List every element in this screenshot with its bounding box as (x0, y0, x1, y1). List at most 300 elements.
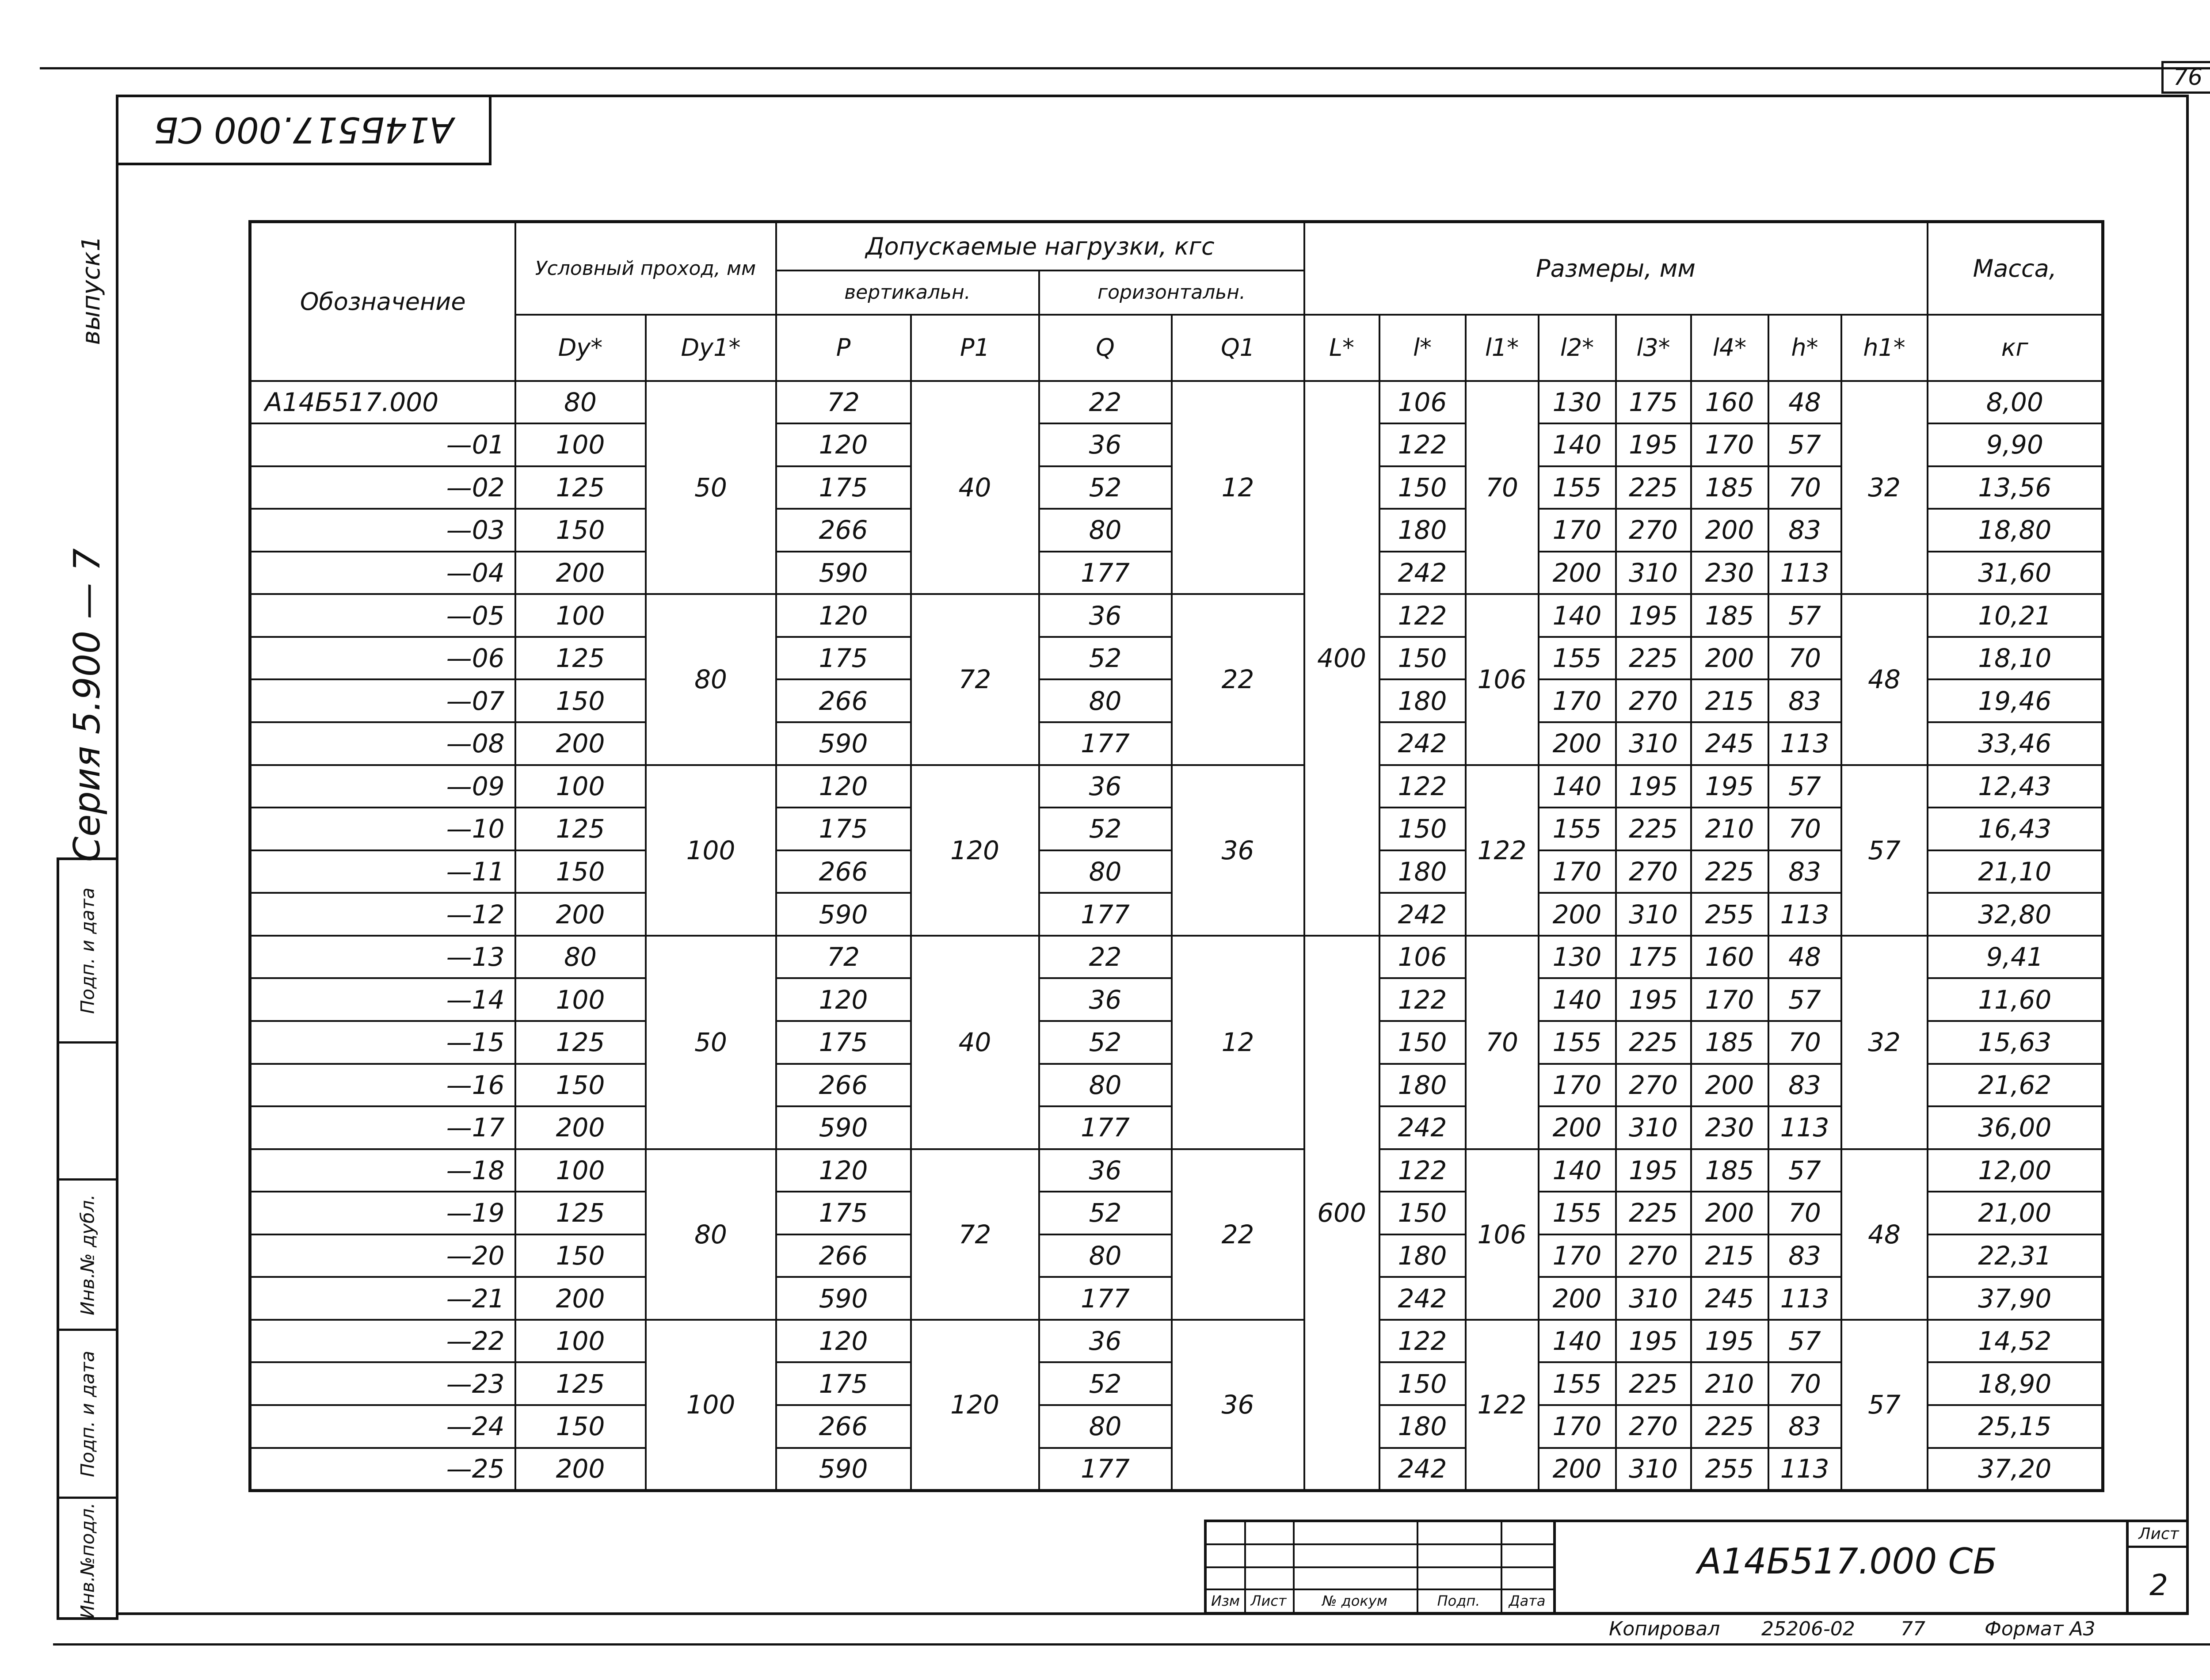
cell-l3: 270 (1616, 679, 1691, 722)
cell-l4: 245 (1691, 1277, 1768, 1320)
cell-q: 80 (1039, 1064, 1172, 1107)
cell-q: 36 (1039, 765, 1172, 808)
cell-l3: 195 (1616, 765, 1691, 808)
cell-l4: 255 (1691, 893, 1768, 936)
cell-dy: 150 (515, 509, 646, 552)
cell-dy: 100 (515, 978, 646, 1021)
cell-l: 122 (1379, 1320, 1466, 1363)
table-body (250, 381, 2103, 1491)
header-l3: l3* (1616, 315, 1691, 381)
cell-l4: 160 (1691, 381, 1768, 424)
header-l2: l2* (1539, 315, 1616, 381)
cell-dy: 125 (515, 1192, 646, 1234)
cell-mass: 12,43 (1928, 765, 2103, 808)
cell-p: 175 (776, 1362, 911, 1405)
cell-l3: 225 (1616, 1021, 1691, 1064)
cell-p: 175 (776, 637, 911, 680)
header-h: h* (1768, 315, 1841, 381)
cell-dy1: 50 (646, 936, 776, 1149)
cell-l: 150 (1379, 1362, 1466, 1405)
side-cell (59, 860, 116, 1041)
cell-l: 106 (1379, 381, 1466, 424)
cell-l: 242 (1379, 1448, 1466, 1491)
cell-l: 242 (1379, 552, 1466, 594)
cell-l1: 70 (1466, 381, 1539, 594)
cell-h: 70 (1768, 1192, 1841, 1234)
cell-l2: 140 (1539, 594, 1616, 637)
cell-h: 83 (1768, 679, 1841, 722)
cell-l3: 270 (1616, 1405, 1691, 1448)
cell-l2: 140 (1539, 1149, 1616, 1192)
cell-mass: 18,80 (1928, 509, 2103, 552)
cell-l: 150 (1379, 1192, 1466, 1234)
cell-h: 70 (1768, 1021, 1841, 1064)
cell-dy: 200 (515, 893, 646, 936)
cell-q: 80 (1039, 1405, 1172, 1448)
cell-designation: —16 (250, 1064, 515, 1107)
cell-q: 177 (1039, 722, 1172, 765)
cell-l3: 225 (1616, 1362, 1691, 1405)
cell-designation: —21 (250, 1277, 515, 1320)
cell-l4: 195 (1691, 1320, 1768, 1363)
cell-p: 266 (776, 509, 911, 552)
cell-p: 175 (776, 1021, 911, 1064)
cell-l3: 310 (1616, 552, 1691, 594)
title-block (1204, 1520, 2189, 1615)
cell-p: 175 (776, 808, 911, 850)
cell-h: 113 (1768, 1277, 1841, 1320)
cell-h1: 57 (1841, 765, 1928, 936)
cell-q: 52 (1039, 466, 1172, 509)
cell-l1: 122 (1466, 765, 1539, 936)
cell-dy: 200 (515, 1448, 646, 1491)
cell-q1: 22 (1172, 1149, 1304, 1320)
cell-mass: 19,46 (1928, 679, 2103, 722)
cell-l4: 200 (1691, 1192, 1768, 1234)
cell-dy: 100 (515, 423, 646, 466)
cell-p: 72 (776, 936, 911, 979)
header-designation: Обозначение (250, 222, 515, 381)
page-number: 77 (1901, 1618, 1925, 1640)
cell-dy: 200 (515, 552, 646, 594)
cell-l3: 270 (1616, 850, 1691, 893)
cell-l3: 270 (1616, 509, 1691, 552)
header-q: Q (1039, 315, 1172, 381)
cell-p: 266 (776, 1234, 911, 1277)
cell-q: 177 (1039, 1277, 1172, 1320)
cell-l2: 200 (1539, 1448, 1616, 1491)
cell-h: 57 (1768, 978, 1841, 1021)
cell-h1: 48 (1841, 1149, 1928, 1320)
cell-mass: 18,90 (1928, 1362, 2103, 1405)
cell-l2: 170 (1539, 1405, 1616, 1448)
cell-q: 177 (1039, 552, 1172, 594)
copied-by: Копировал (1609, 1618, 1720, 1640)
header-l1: l1* (1466, 315, 1539, 381)
cell-l: 122 (1379, 765, 1466, 808)
cell-designation: —19 (250, 1192, 515, 1234)
cell-l3: 175 (1616, 381, 1691, 424)
cell-h: 57 (1768, 594, 1841, 637)
cell-l: 180 (1379, 679, 1466, 722)
header-dy: Dy* (515, 315, 646, 381)
cell-l1: 106 (1466, 594, 1539, 765)
cell-l2: 155 (1539, 637, 1616, 680)
cell-dy: 150 (515, 1064, 646, 1107)
side-title (66, 236, 108, 862)
cell-designation: —01 (250, 423, 515, 466)
cell-mass: 21,62 (1928, 1064, 2103, 1107)
cell-l1: 106 (1466, 1149, 1539, 1320)
cell-l4: 230 (1691, 552, 1768, 594)
cell-designation: —15 (250, 1021, 515, 1064)
cell-q1: 22 (1172, 594, 1304, 765)
cell-dy: 100 (515, 1320, 646, 1363)
cell-dy: 125 (515, 466, 646, 509)
cell-mass: 25,15 (1928, 1405, 2103, 1448)
cell-dy: 200 (515, 722, 646, 765)
cell-h: 83 (1768, 1234, 1841, 1277)
cell-dy: 200 (515, 1106, 646, 1149)
format-label: Формат А3 (1985, 1618, 2096, 1640)
table-row (250, 936, 2103, 979)
header-p: P (776, 315, 911, 381)
cell-l: 122 (1379, 423, 1466, 466)
cell-dy: 80 (515, 381, 646, 424)
cell-l2: 140 (1539, 765, 1616, 808)
cell-designation: —17 (250, 1106, 515, 1149)
cell-designation: —23 (250, 1362, 515, 1405)
cell-designation: А14Б517.000 (250, 381, 515, 424)
cell-dy: 200 (515, 1277, 646, 1320)
cell-p: 175 (776, 466, 911, 509)
cell-l3: 270 (1616, 1234, 1691, 1277)
cell-l4: 245 (1691, 722, 1768, 765)
cell-l2: 155 (1539, 1021, 1616, 1064)
cell-l: 122 (1379, 978, 1466, 1021)
cell-designation: —07 (250, 679, 515, 722)
cell-l3: 225 (1616, 1192, 1691, 1234)
side-cell (59, 1178, 116, 1329)
cell-dy1: 100 (646, 1320, 776, 1491)
cell-h: 57 (1768, 423, 1841, 466)
cell-q1: 12 (1172, 381, 1304, 594)
cell-l3: 175 (1616, 936, 1691, 979)
cell-p1: 40 (911, 936, 1039, 1149)
cell-l: 150 (1379, 808, 1466, 850)
cell-l3: 195 (1616, 1149, 1691, 1192)
side-cell (59, 1041, 116, 1178)
order-number: 25206-02 (1761, 1618, 1855, 1640)
cell-l3: 310 (1616, 1448, 1691, 1491)
header-horizontal: горизонтальн. (1039, 270, 1304, 315)
cell-mass: 10,21 (1928, 594, 2103, 637)
cell-designation: —13 (250, 936, 515, 979)
cell-h: 70 (1768, 466, 1841, 509)
cell-l2: 200 (1539, 1277, 1616, 1320)
cell-mass: 31,60 (1928, 552, 2103, 594)
cell-l1: 122 (1466, 1320, 1539, 1491)
table-row (250, 381, 2103, 424)
bottom-border-line (53, 1643, 2210, 1646)
cell-l3: 310 (1616, 722, 1691, 765)
cell-mass: 18,10 (1928, 637, 2103, 680)
cell-p: 72 (776, 381, 911, 424)
cell-p: 590 (776, 1448, 911, 1491)
cell-mass: 33,46 (1928, 722, 2103, 765)
cell-l2: 155 (1539, 1192, 1616, 1234)
cell-l4: 230 (1691, 1106, 1768, 1149)
cell-l3: 195 (1616, 978, 1691, 1021)
cell-designation: —25 (250, 1448, 515, 1491)
label-signature: Подп. (1437, 1592, 1480, 1609)
cell-dy: 100 (515, 594, 646, 637)
cell-p: 120 (776, 978, 911, 1021)
cell-p1: 72 (911, 1149, 1039, 1320)
side-stamp-strip (57, 857, 118, 1620)
cell-h: 83 (1768, 850, 1841, 893)
top-border-line (40, 67, 2210, 69)
cell-L: 600 (1304, 936, 1379, 1491)
top-stamp-code: А14Б517.000 СБ (116, 95, 492, 165)
cell-l4: 170 (1691, 978, 1768, 1021)
cell-dy1: 80 (646, 594, 776, 765)
sheet-box (2126, 1520, 2189, 1615)
cell-h: 113 (1768, 1106, 1841, 1149)
cell-l2: 140 (1539, 423, 1616, 466)
cell-dy: 125 (515, 637, 646, 680)
cell-l4: 225 (1691, 850, 1768, 893)
cell-l3: 310 (1616, 893, 1691, 936)
series-label: Серия 5.900 — 7 (66, 548, 108, 862)
cell-l: 180 (1379, 1405, 1466, 1448)
cell-mass: 21,00 (1928, 1192, 2103, 1234)
cell-q: 52 (1039, 808, 1172, 850)
cell-h: 57 (1768, 765, 1841, 808)
cell-mass: 36,00 (1928, 1106, 2103, 1149)
cell-q: 52 (1039, 637, 1172, 680)
cell-designation: —02 (250, 466, 515, 509)
cell-p: 266 (776, 850, 911, 893)
cell-p: 266 (776, 1405, 911, 1448)
cell-l: 180 (1379, 1234, 1466, 1277)
header-q1: Q1 (1172, 315, 1304, 381)
cell-p: 175 (776, 1192, 911, 1234)
cell-mass: 8,00 (1928, 381, 2103, 424)
cell-l3: 195 (1616, 1320, 1691, 1363)
cell-mass: 22,31 (1928, 1234, 2103, 1277)
header-dimensions: Размеры, мм (1304, 222, 1928, 315)
cell-l: 180 (1379, 1064, 1466, 1107)
cell-mass: 16,43 (1928, 808, 2103, 850)
cell-h: 57 (1768, 1149, 1841, 1192)
table-row (250, 1149, 2103, 1192)
table-row (250, 594, 2103, 637)
cell-dy: 80 (515, 936, 646, 979)
header-nominal-passage: Условный проход, мм (515, 222, 776, 315)
cell-mass: 37,20 (1928, 1448, 2103, 1491)
cell-designation: —04 (250, 552, 515, 594)
cell-designation: —24 (250, 1405, 515, 1448)
cell-l3: 225 (1616, 637, 1691, 680)
label-doc-number: № докум (1322, 1592, 1387, 1609)
cell-mass: 12,00 (1928, 1149, 2103, 1192)
cell-dy: 100 (515, 765, 646, 808)
cell-l4: 185 (1691, 1021, 1768, 1064)
label-date: Дата (1509, 1592, 1546, 1609)
cell-l4: 170 (1691, 423, 1768, 466)
issue-label: выпуск1 (77, 236, 106, 345)
header-dy1: Dy1* (646, 315, 776, 381)
header-L: L* (1304, 315, 1379, 381)
label-list: Лист (1250, 1592, 1287, 1609)
cell-l2: 130 (1539, 381, 1616, 424)
cell-l: 242 (1379, 1277, 1466, 1320)
cell-mass: 13,56 (1928, 466, 2103, 509)
sheet-value: 2 (2149, 1568, 2168, 1602)
cell-mass: 21,10 (1928, 850, 2103, 893)
revision-grid (1207, 1522, 1556, 1612)
cell-l: 180 (1379, 509, 1466, 552)
cell-l2: 130 (1539, 936, 1616, 979)
cell-designation: —06 (250, 637, 515, 680)
cell-mass: 11,60 (1928, 978, 2103, 1021)
cell-dy: 150 (515, 1405, 646, 1448)
cell-designation: —12 (250, 893, 515, 936)
cell-p: 120 (776, 1320, 911, 1363)
document-code: А14Б517.000 СБ (1697, 1541, 1997, 1582)
cell-q: 52 (1039, 1021, 1172, 1064)
cell-l4: 200 (1691, 637, 1768, 680)
cell-l2: 170 (1539, 679, 1616, 722)
cell-p: 120 (776, 594, 911, 637)
cell-l2: 200 (1539, 1106, 1616, 1149)
cell-q: 177 (1039, 893, 1172, 936)
cell-designation: —20 (250, 1234, 515, 1277)
cell-l2: 155 (1539, 1362, 1616, 1405)
cell-designation: —10 (250, 808, 515, 850)
cell-designation: —05 (250, 594, 515, 637)
cell-l3: 225 (1616, 808, 1691, 850)
cell-q: 80 (1039, 850, 1172, 893)
cell-l2: 170 (1539, 1234, 1616, 1277)
cell-designation: —09 (250, 765, 515, 808)
cell-l2: 155 (1539, 466, 1616, 509)
cell-l2: 200 (1539, 722, 1616, 765)
cell-q: 80 (1039, 509, 1172, 552)
cell-l: 106 (1379, 936, 1466, 979)
side-cell-label: Инв.№ дубл. (76, 1194, 99, 1315)
cell-mass: 9,90 (1928, 423, 2103, 466)
cell-l3: 270 (1616, 1064, 1691, 1107)
cell-h1: 48 (1841, 594, 1928, 765)
cell-q: 22 (1039, 381, 1172, 424)
cell-q: 80 (1039, 679, 1172, 722)
cell-q: 36 (1039, 594, 1172, 637)
cell-l3: 225 (1616, 466, 1691, 509)
specification-table (248, 220, 2104, 1492)
cell-l3: 195 (1616, 594, 1691, 637)
table-row (250, 1320, 2103, 1363)
cell-h: 113 (1768, 1448, 1841, 1491)
cell-l4: 195 (1691, 765, 1768, 808)
cell-designation: —14 (250, 978, 515, 1021)
cell-q: 36 (1039, 423, 1172, 466)
cell-p: 266 (776, 679, 911, 722)
cell-l: 242 (1379, 893, 1466, 936)
cell-h: 70 (1768, 808, 1841, 850)
cell-l4: 160 (1691, 936, 1768, 979)
cell-l4: 255 (1691, 1448, 1768, 1491)
cell-l: 150 (1379, 1021, 1466, 1064)
cell-l4: 185 (1691, 1149, 1768, 1192)
cell-l: 242 (1379, 1106, 1466, 1149)
cell-l2: 140 (1539, 1320, 1616, 1363)
cell-designation: —18 (250, 1149, 515, 1192)
cell-mass: 32,80 (1928, 893, 2103, 936)
header-l: l* (1379, 315, 1466, 381)
cell-l4: 200 (1691, 1064, 1768, 1107)
cell-dy: 150 (515, 850, 646, 893)
side-cell-label: Подп. и дата (76, 1350, 99, 1477)
header-vertical: вертикальн. (776, 270, 1039, 315)
cell-dy: 150 (515, 679, 646, 722)
cell-l: 180 (1379, 850, 1466, 893)
cell-p: 590 (776, 722, 911, 765)
cell-q1: 36 (1172, 1320, 1304, 1491)
cell-dy1: 80 (646, 1149, 776, 1320)
cell-l4: 210 (1691, 808, 1768, 850)
cell-h1: 57 (1841, 1320, 1928, 1491)
cell-dy: 125 (515, 1362, 646, 1405)
cell-h: 113 (1768, 893, 1841, 936)
header-allowed-loads: Допускаемые нагрузки, кгс (776, 222, 1304, 270)
cell-mass: 14,52 (1928, 1320, 2103, 1363)
header-mass: Масса, (1928, 222, 2103, 315)
cell-mass: 37,90 (1928, 1277, 2103, 1320)
cell-p1: 72 (911, 594, 1039, 765)
cell-h: 70 (1768, 637, 1841, 680)
cell-h: 83 (1768, 1064, 1841, 1107)
cell-q: 36 (1039, 1149, 1172, 1192)
cell-l2: 155 (1539, 808, 1616, 850)
cell-p: 590 (776, 1106, 911, 1149)
cell-h: 48 (1768, 381, 1841, 424)
side-cell-label: Подп. и дата (76, 887, 99, 1014)
cell-designation: —03 (250, 509, 515, 552)
cell-l2: 200 (1539, 893, 1616, 936)
cell-h1: 32 (1841, 936, 1928, 1149)
table-row (250, 765, 2103, 808)
cell-p1: 40 (911, 381, 1039, 594)
cell-dy: 150 (515, 1234, 646, 1277)
cell-L: 400 (1304, 381, 1379, 936)
cell-p: 590 (776, 552, 911, 594)
cell-p: 266 (776, 1064, 911, 1107)
cell-l3: 310 (1616, 1277, 1691, 1320)
cell-l4: 225 (1691, 1405, 1768, 1448)
cell-l4: 215 (1691, 1234, 1768, 1277)
cell-l4: 200 (1691, 509, 1768, 552)
cell-l: 150 (1379, 637, 1466, 680)
cell-q1: 12 (1172, 936, 1304, 1149)
cell-q: 52 (1039, 1192, 1172, 1234)
cell-l2: 170 (1539, 509, 1616, 552)
cell-l4: 215 (1691, 679, 1768, 722)
cell-q: 177 (1039, 1448, 1172, 1491)
cell-l: 242 (1379, 722, 1466, 765)
cell-designation: —11 (250, 850, 515, 893)
